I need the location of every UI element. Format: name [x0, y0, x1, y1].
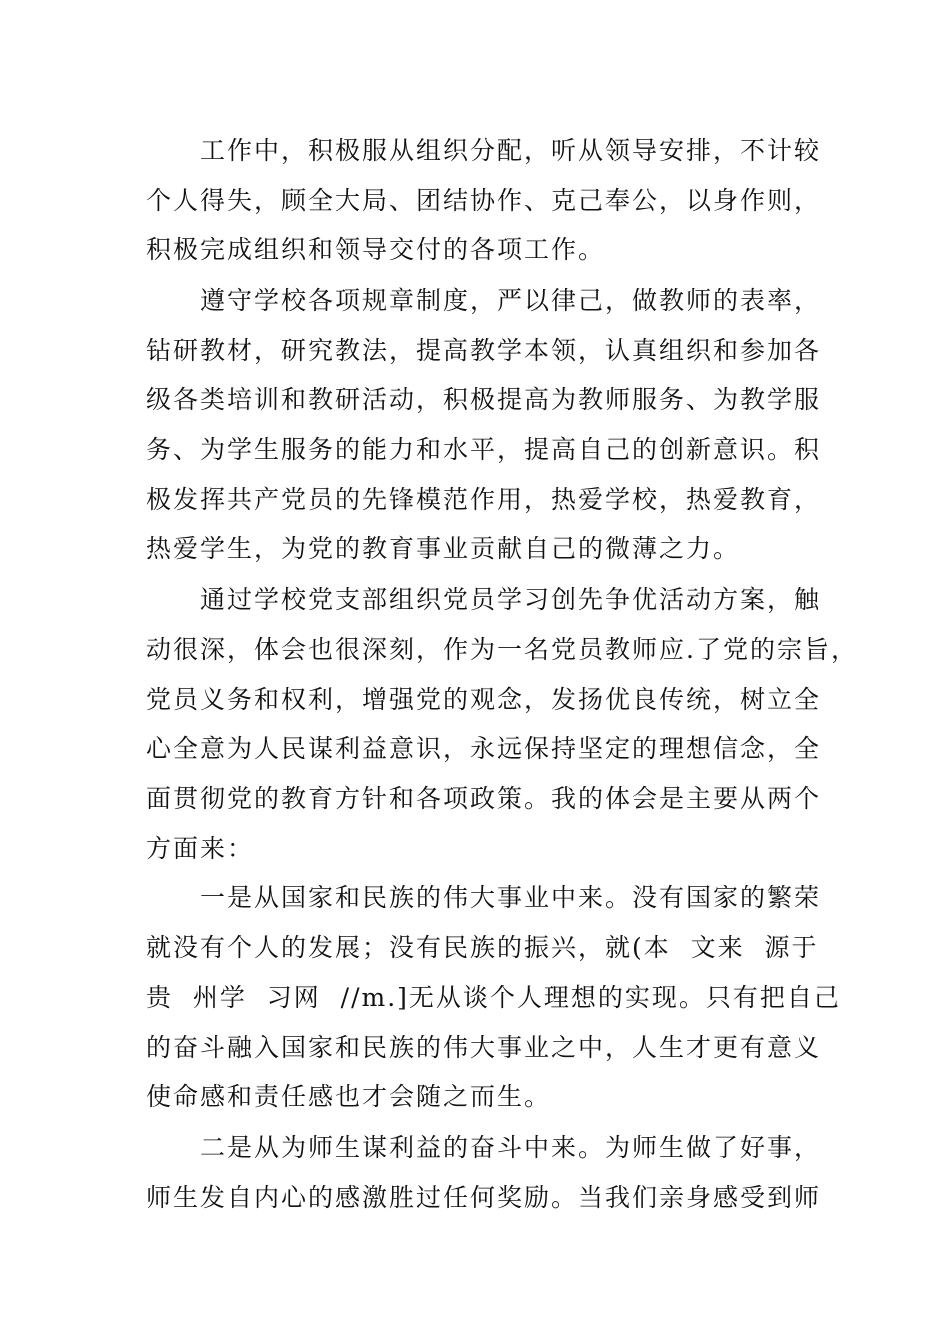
text-line: 动很深，体会也很深刻，作为一名党员教师应.了党的宗旨， [146, 635, 858, 664]
text-line: 务、为学生服务的能力和水平，提高自己的创新意识。积 [146, 435, 822, 464]
text-line: 的奋斗融入国家和民族的伟大事业之中，人生才更有意义 [146, 1033, 822, 1062]
text-line: 心全意为人民谋利益意识，永远保持坚定的理想信念，全 [146, 734, 822, 763]
text-line: 级各类培训和教研活动，积极提高为教师服务、为教学服 [146, 385, 822, 414]
text-line: 贵 州学 习网 //m.]无从谈个人理想的实现。只有把自己 [146, 983, 841, 1012]
text-line: 就没有个人的发展；没有民族的振兴，就(本 文来 源于 [146, 933, 819, 962]
text-line: 使命感和责任感也才会随之而生。 [146, 1082, 552, 1111]
text-line: 面贯彻党的教育方针和各项政策。我的体会是主要从两个 [146, 784, 822, 813]
text-line: 钻研教材，研究教法，提高教学本领，认真组织和参加各 [146, 336, 822, 365]
text-line: 方面来： [146, 834, 255, 863]
text-line: 遵守学校各项规章制度，严以律己，做教师的表率， [200, 286, 822, 315]
text-line: 通过学校党支部组织党员学习创先争优活动方案，触 [200, 585, 822, 614]
text-line: 一是从国家和民族的伟大事业中来。没有国家的繁荣 [200, 883, 822, 912]
text-line: 师生发自内心的感激胜过任何奖励。当我们亲身感受到师 [146, 1183, 822, 1212]
text-line: 二是从为师生谋利益的奋斗中来。为师生做了好事， [200, 1133, 822, 1162]
text-line: 个人得失，顾全大局、团结协作、克己奉公，以身作则， [146, 186, 822, 215]
text-line: 极发挥共产党员的先锋模范作用，热爱学校，热爱教育， [146, 485, 822, 514]
text-line: 工作中，积极服从组织分配，听从领导安排，不计较 [200, 136, 822, 165]
text-line: 热爱学生，为党的教育事业贡献自己的微薄之力。 [146, 534, 741, 563]
text-line: 积极完成组织和领导交付的各项工作。 [146, 235, 606, 264]
text-line: 党员义务和权利，增强党的观念，发扬优良传统，树立全 [146, 685, 822, 714]
